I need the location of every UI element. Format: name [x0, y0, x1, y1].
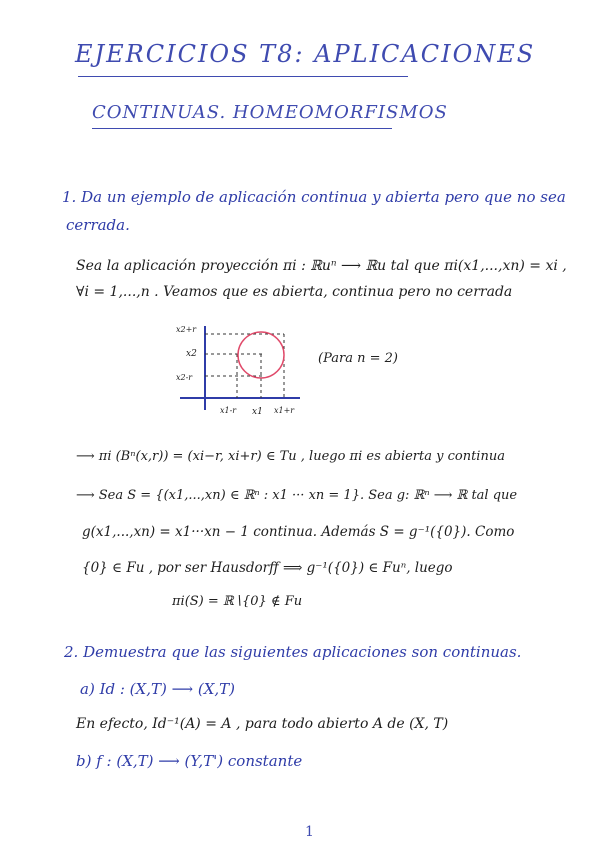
label-para-n: (Para n = 2) — [318, 351, 398, 366]
ex2-part-a-text: En efecto, Id⁻¹(A) = A , para todo abierto A de (X, T) — [76, 716, 449, 732]
label-x-right: x1+r — [274, 406, 295, 415]
page-title-line2: CONTINUAS. HOMEOMORFISMOS — [92, 102, 448, 123]
ex2-part-b-label: b) f : (X,T) ⟶ (Y,T') constante — [76, 752, 303, 770]
label-x-mid: x1 — [252, 407, 263, 417]
ex1-solution-line1: Sea la aplicación proyección πi : ℝuⁿ ⟶ ℝu tal que πi(x1,...,xn) = xi , — [76, 258, 567, 274]
label-x-left: x1-r — [220, 406, 237, 415]
label-y-mid: x2 — [186, 349, 197, 359]
exercise2-statement: 2. Demuestra que las siguientes aplicaciones son continuas. — [64, 643, 522, 661]
ex1-solution-line6: {0} ∈ Fu , por ser Hausdorff ⟹ g⁻¹({0}) ∈ Fuⁿ, luego — [82, 560, 453, 576]
ex2-part-a-label: a) Id : (X,T) ⟶ (X,T) — [80, 680, 236, 698]
label-y-bot: x2-r — [176, 373, 193, 382]
projection-diagram — [0, 318, 600, 428]
ex1-solution-line2: ∀i = 1,...,n . Veamos que es abierta, continua pero no cerrada — [76, 284, 513, 300]
label-y-top: x2+r — [176, 325, 197, 334]
ex1-solution-line3: ⟶ πi (Bⁿ(x,r)) = (xi−r, xi+r) ∈ Tu , luego πi es abierta y continua — [76, 449, 505, 464]
page-number: 1 — [305, 824, 314, 840]
ex1-solution-line5: g(x1,...,xn) = x1···xn − 1 continua. Además S = g⁻¹({0}). Como — [82, 524, 515, 540]
exercise1-statement-line1: 1. Da un ejemplo de aplicación continua y abierta pero que no sea — [62, 188, 566, 206]
ex1-solution-line4: ⟶ Sea S = {(x1,...,xn) ∈ ℝⁿ : x1 ··· xn = 1}. Sea g: ℝⁿ ⟶ ℝ tal que — [76, 488, 518, 503]
ex1-solution-line7: πi(S) = ℝ∖{0} ∉ Fu — [172, 594, 303, 609]
title-underline-2 — [92, 128, 392, 129]
page-title-line1: EJERCICIOS T8: APLICACIONES — [75, 40, 536, 68]
exercise1-statement-line2: cerrada. — [66, 216, 130, 234]
title-underline-1 — [78, 76, 408, 77]
